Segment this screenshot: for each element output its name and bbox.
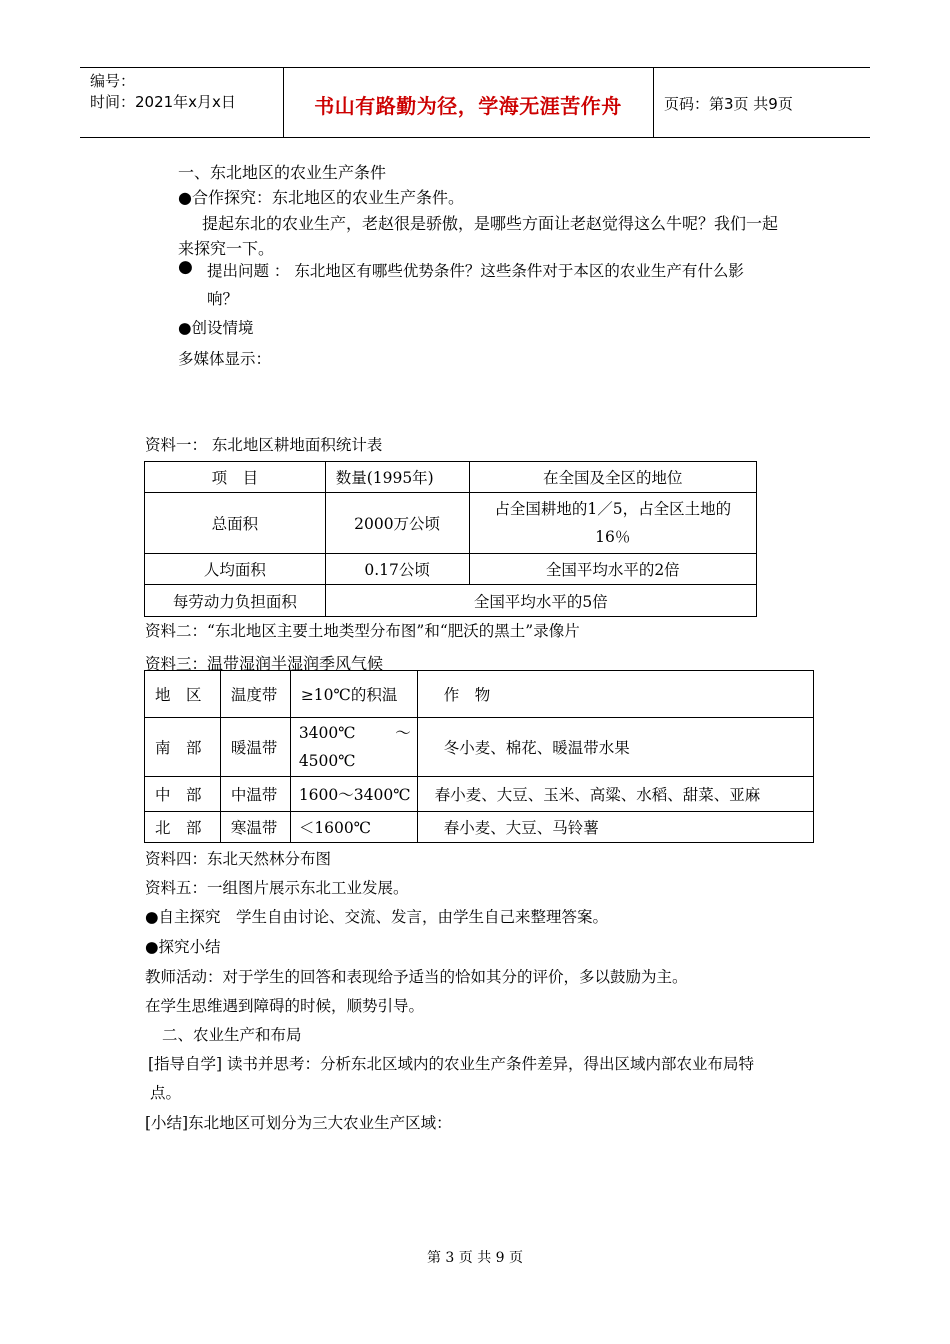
intro-line-2: 来探究一下。 [178,239,275,258]
climate-table [144,670,814,843]
table-header-row [145,462,757,493]
scenario-heading: ●创设情境 [178,319,254,337]
table-cell: 春小麦、大豆、玉米、高粱、水稻、甜菜、亚麻 [417,777,813,812]
guide-line-1: [指导自学] 读书并思考：分析东北区域内的农业生产条件差异，得出区域内部农业布局特 [148,1055,755,1073]
table-cell [469,493,757,554]
table-row [145,812,814,843]
summary-heading: ●探究小结 [145,938,221,956]
number-label: 编号： [90,72,136,90]
table-cell: 中温带 [220,777,290,812]
intro-line-1: 提起东北的农业生产，老赵很是骄傲，是哪些方面让老赵觉得这么牛呢？我们一起 [202,214,779,233]
header-page-info: 页码：第3页 共9页 [664,95,793,113]
question-line-1: 提出问题 ： 东北地区有哪些优势条件？这些条件对于本区的农业生产有什么影 [207,262,744,280]
material2: 资料二：“东北地区主要土地类型分布图”和“肥沃的黑土”录像片 [145,622,580,640]
table-cell: 春小麦、大豆、马铃薯 [417,812,813,843]
table-cell: 全国平均水平的2倍 [469,554,757,585]
table-header-row [145,671,814,718]
table-cell: 南 部 [145,718,221,777]
table-cell: 1600～3400℃ [290,777,417,812]
farmland-table [144,461,757,617]
table-cell: 冬小麦、棉花、暖温带水果 [417,718,813,777]
table-header: 在全国及全区的地位 [469,462,757,493]
table-row [145,777,814,812]
teacher-activity: 教师活动：对于学生的回答和表现给予适当的恰如其分的评价，多以鼓励为主。 [145,968,688,986]
question-bullet: ● [178,257,193,277]
table-row [145,493,757,554]
caption-title: 温带湿润半湿润季风气候 [207,654,384,673]
table-cell: 北 部 [145,812,221,843]
header-meta [90,71,236,113]
table-header: ≥10℃的积温 [290,671,417,718]
cell-line: 16％ [595,528,631,546]
header-motto: 书山有路勤为径，学海无涯苦作舟 [314,94,622,118]
table-row [145,718,814,777]
cell-text: ～ [395,724,411,742]
table-cell: 寒温带 [220,812,290,843]
cell-line: 4500℃ [298,752,356,770]
coop-explore: ●合作探究：东北地区的农业生产条件。 [178,188,464,207]
cell-line [299,719,411,747]
table-cell: 人均面积 [145,554,326,585]
guide-line-2: 点。 [150,1084,182,1102]
table-row [145,554,757,585]
table-header: 项 目 [145,462,326,493]
table-header: 地 区 [145,671,221,718]
question-line-2: 响？ [207,290,239,308]
table-cell: 0.17公顷 [325,554,469,585]
guidance: 在学生思维遇到障碍的时候，顺势引导。 [145,997,425,1015]
section1-heading: 一、东北地区的农业生产条件 [178,163,387,182]
table-cell [290,718,417,777]
cell-text: 3400℃ [298,724,356,742]
cell-line: 占全国耕地的1／5，占全区土地的 [494,500,732,518]
table-cell: 暖温带 [220,718,290,777]
table-cell: 全国平均水平的5倍 [325,585,756,617]
caption-prefix: 资料三： [145,655,208,673]
section2-heading: 二、农业生产和布局 [162,1026,302,1044]
multimedia-label: 多媒体显示： [178,350,272,368]
self-explore: ●自主探究 学生自由讨论、交流、发言，由学生自己来整理答案。 [145,908,609,926]
table-cell: 总面积 [145,493,326,554]
section2-summary: [小结]东北地区可划分为三大农业生产区域： [145,1114,452,1132]
table-header: 数量(1995年) [325,462,469,493]
material5: 资料五：一组图片展示东北工业发展。 [145,879,409,897]
page-footer: 第 3 页 共 9 页 [426,1250,524,1266]
table-cell: 中 部 [145,777,221,812]
table-header: 作 物 [417,671,813,718]
header-divider [653,68,654,137]
table-row [145,585,757,617]
material4: 资料四：东北天然林分布图 [145,850,332,868]
table-cell: 每劳动力负担面积 [145,585,326,617]
table-cell: 2000万公顷 [325,493,469,554]
page-header [80,67,870,138]
time-label: 时间：2021年x月x日 [90,93,236,111]
table-cell: ＜1600℃ [290,812,417,843]
material1-caption: 资料一： 东北地区耕地面积统计表 [145,436,383,454]
table-header: 温度带 [220,671,290,718]
